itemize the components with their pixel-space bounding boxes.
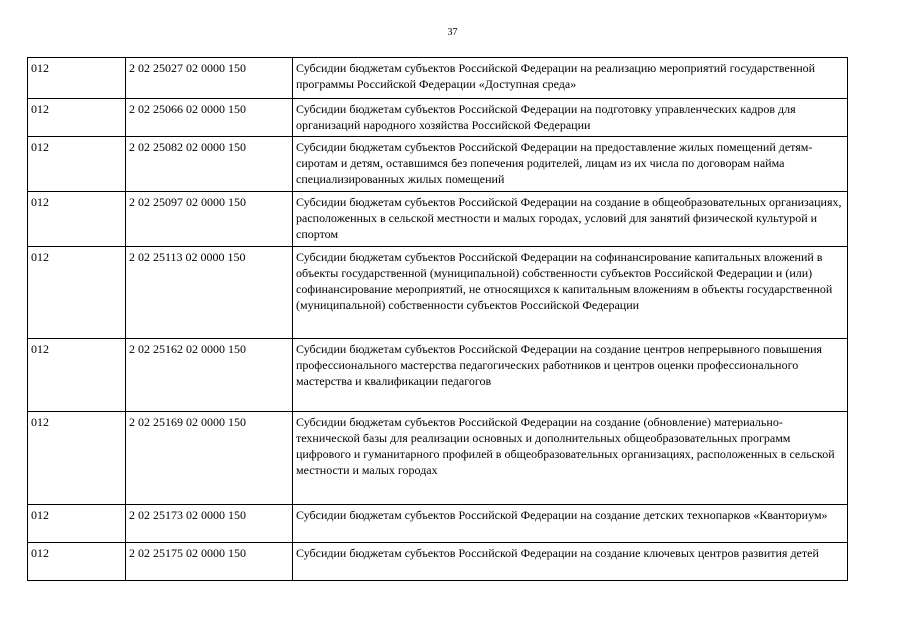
table-row [28,192,848,247]
admin-code-cell: 012 [28,505,126,543]
budget-code-cell: 2 02 25113 02 0000 150 [126,247,293,339]
budget-code-cell: 2 02 25175 02 0000 150 [126,543,293,581]
budget-classification-table [27,57,848,581]
description-cell: Субсидии бюджетам субъектов Российской Федерации на создание в общеобразовательных организациях, расположенных в сельской местности и малых городах, условий для занятий физической культурой и спортом [293,192,848,247]
table-row [28,505,848,543]
admin-code-cell: 012 [28,99,126,137]
budget-code-cell: 2 02 25066 02 0000 150 [126,99,293,137]
table-row [28,543,848,581]
description-cell: Субсидии бюджетам субъектов Российской Федерации на создание детских технопарков «Кванториум» [293,505,848,543]
description-cell: Субсидии бюджетам субъектов Российской Федерации на создание центров непрерывного повышения профессионального мастерства педагогических работников и центров оценки профессионального мастерства и квалификации педагогов [293,339,848,412]
description-cell: Субсидии бюджетам субъектов Российской Федерации на подготовку управленческих кадров для организаций народного хозяйства Российской Федерации [293,99,848,137]
admin-code-cell: 012 [28,543,126,581]
description-cell: Субсидии бюджетам субъектов Российской Федерации на софинансирование капитальных вложений в объекты государственной (муниципальной) собственности субъектов Российской Федерации и (или) софинансирование мероприятий, не относящихся к капитальным вложениям в объекты государственной (муниципальной) собственности субъектов Российской Федерации [293,247,848,339]
table-row [28,412,848,505]
admin-code-cell: 012 [28,137,126,192]
budget-code-cell: 2 02 25027 02 0000 150 [126,58,293,99]
admin-code-cell: 012 [28,192,126,247]
table-row [28,58,848,99]
budget-code-cell: 2 02 25162 02 0000 150 [126,339,293,412]
admin-code-cell: 012 [28,247,126,339]
table-row [28,99,848,137]
description-cell: Субсидии бюджетам субъектов Российской Федерации на предоставление жилых помещений детям-сиротам и детям, оставшимся без попечения родителей, лицам из их числа по договорам найма специализированных жилых помещений [293,137,848,192]
description-cell: Субсидии бюджетам субъектов Российской Федерации на создание (обновление) материально-технической базы для реализации основных и дополнительных общеобразовательных программ цифрового и гуманитарного профилей в общеобразовательных организациях, расположенных в сельской местности и малых городах [293,412,848,505]
page-number: 37 [447,27,458,38]
admin-code-cell: 012 [28,58,126,99]
description-cell: Субсидии бюджетам субъектов Российской Федерации на реализацию мероприятий государственной программы Российской Федерации «Доступная среда» [293,58,848,99]
budget-code-cell: 2 02 25082 02 0000 150 [126,137,293,192]
admin-code-cell: 012 [28,339,126,412]
budget-code-cell: 2 02 25097 02 0000 150 [126,192,293,247]
description-cell: Субсидии бюджетам субъектов Российской Федерации на создание ключевых центров развития детей [293,543,848,581]
admin-code-cell: 012 [28,412,126,505]
budget-code-cell: 2 02 25169 02 0000 150 [126,412,293,505]
table-row [28,339,848,412]
budget-code-cell: 2 02 25173 02 0000 150 [126,505,293,543]
table-row [28,247,848,339]
table-row [28,137,848,192]
